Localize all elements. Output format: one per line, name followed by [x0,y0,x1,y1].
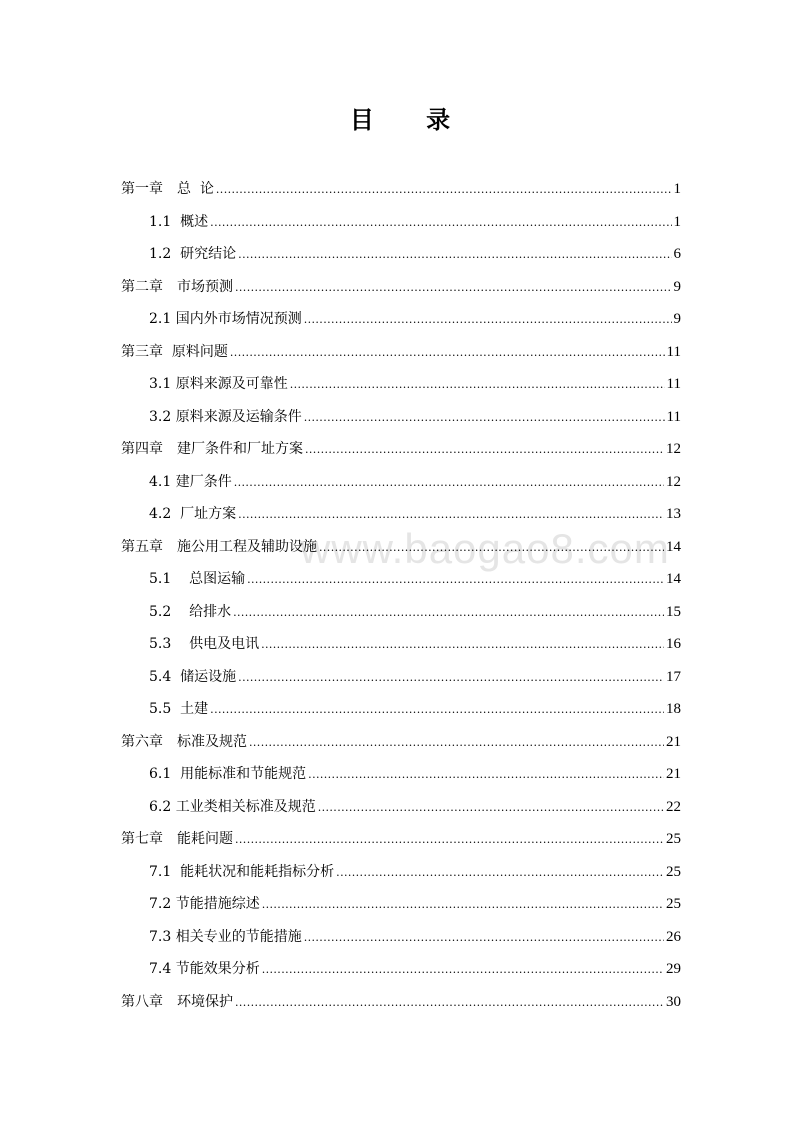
dot-leader [233,597,664,630]
dot-leader [235,272,672,305]
toc-section-entry[interactable] [121,856,681,889]
toc-entry-label: 第五章 施公用工程及辅助设施 [121,538,317,555]
toc-entry-label: 3.2 原料来源及运输条件 [149,408,302,425]
dot-leader [210,694,664,727]
dot-leader [238,239,671,272]
toc-chapter-entry[interactable] [121,173,681,206]
toc-section-entry[interactable] [121,368,681,401]
watermark: www.baogao8.com [300,525,670,572]
toc-section-entry[interactable] [121,921,681,954]
dot-leader [305,434,664,467]
dot-leader [235,824,664,857]
toc-entry-page-number: 11 [666,408,681,425]
toc-entry-label: 第八章 环境保护 [121,993,233,1010]
toc-entry-label: 5.5 土建 [149,701,209,717]
toc-entry-label: 第四章 建厂条件和厂址方案 [121,441,303,457]
toc-entry-page-number: 29 [666,961,681,977]
toc-chapter-entry[interactable] [121,271,681,304]
dot-leader [235,987,664,1020]
toc-entry-label: 第六章 标准及规范 [121,733,247,750]
dot-leader [216,174,672,207]
toc-section-entry[interactable] [121,693,681,726]
toc-entry-label: 5.4 储运设施 [149,668,237,685]
toc-entry-page-number: 13 [666,506,681,522]
dot-leader [262,889,664,922]
dot-leader [304,402,665,435]
toc-chapter-entry[interactable] [121,726,681,759]
toc-chapter-entry[interactable] [121,433,681,466]
toc-entry-label: 4.2 厂址方案 [149,506,237,522]
toc-entry-page-number: 30 [666,993,681,1010]
toc-entry-label: 第一章 总 论 [121,181,214,197]
dot-leader [262,954,664,987]
toc-entry-label: 7.2 节能措施综述 [149,896,260,912]
toc-entry-page-number: 6 [673,246,681,262]
dot-leader [230,337,665,370]
toc-entry-page-number: 14 [666,571,681,587]
toc-chapter-entry[interactable] [121,531,681,564]
toc-entry-label: 7.3 相关专业的节能措施 [149,928,302,945]
dot-leader [304,304,672,337]
dot-leader [290,369,665,402]
dot-leader [238,662,664,695]
dot-leader [336,857,664,890]
page-title: 目 录 [349,105,473,134]
toc-entry-label: 1.2 研究结论 [149,246,237,262]
toc-entry-label: 7.1 能耗状况和能耗指标分析 [149,863,335,880]
dot-leader [261,629,664,662]
toc-section-entry[interactable] [121,303,681,336]
toc-entry-page-number: 22 [666,798,681,815]
toc-entry-page-number: 12 [666,473,681,490]
toc-entry-label: 6.2 工业类相关标准及规范 [149,798,316,815]
toc-entry-label: 第七章 能耗问题 [121,831,233,847]
toc-entry-label: 2.1 国内外市场情况预测 [149,311,302,327]
dot-leader [234,467,664,500]
toc-entry-page-number: 1 [673,213,681,230]
toc-section-entry[interactable] [121,563,681,596]
dot-leader [319,532,664,565]
toc-entry-label: 5.1 总图运输 [149,571,246,587]
toc-entry-page-number: 25 [666,831,681,847]
toc-section-entry[interactable] [121,758,681,791]
toc-entry-page-number: 25 [666,863,681,880]
toc-entry-page-number: 21 [666,733,681,750]
toc-entry-page-number: 9 [673,311,681,327]
toc-section-entry[interactable] [121,661,681,694]
toc-section-entry[interactable] [121,498,681,531]
toc-entry-page-number: 14 [666,538,681,555]
toc-entry-page-number: 21 [666,766,681,782]
toc-section-entry[interactable] [121,628,681,661]
toc-entry-page-number: 11 [666,343,681,360]
toc-entry-label: 4.1 建厂条件 [149,473,232,490]
toc-section-entry[interactable] [121,401,681,434]
toc-entry-page-number: 25 [666,896,681,912]
toc-entry-label: 3.1 原料来源及可靠性 [149,376,288,392]
toc-chapter-entry[interactable] [121,986,681,1019]
dot-leader [308,759,664,792]
dot-leader [304,922,664,955]
toc-entry-label: 5.3 供电及电讯 [149,636,260,652]
toc-entry-page-number: 15 [666,603,681,620]
toc-section-entry[interactable] [121,466,681,499]
toc-section-entry[interactable] [121,953,681,986]
dot-leader [318,792,664,825]
toc-entry-page-number: 11 [666,376,681,392]
toc-entry-page-number: 26 [666,928,681,945]
toc-chapter-entry[interactable] [121,823,681,856]
toc-entry-page-number: 18 [666,701,681,717]
toc-section-entry[interactable] [121,888,681,921]
toc-entry-label: 第三章 原料问题 [121,343,228,360]
toc-entry-label: 7.4 节能效果分析 [149,961,260,977]
toc-entry-page-number: 17 [666,668,681,685]
toc-entry-label: 第二章 市场预测 [121,278,233,295]
dot-leader [249,727,664,760]
toc-section-entry[interactable] [121,238,681,271]
dot-leader [238,499,664,532]
toc-section-entry[interactable] [121,596,681,629]
toc-entry-label: 6.1 用能标准和节能规范 [149,766,307,782]
toc-entry-label: 1.1 概述 [149,213,209,230]
toc-entry-page-number: 1 [673,181,681,197]
dot-leader [247,564,664,597]
toc-entry-page-number: 16 [666,636,681,652]
toc-chapter-entry[interactable] [121,336,681,369]
toc-section-entry[interactable] [121,791,681,824]
toc-entry-page-number: 9 [673,278,681,295]
toc-section-entry[interactable] [121,206,681,239]
table-of-contents [121,173,681,1018]
dot-leader [210,207,671,240]
toc-entry-label: 5.2 给排水 [149,603,232,620]
toc-entry-page-number: 12 [666,441,681,457]
